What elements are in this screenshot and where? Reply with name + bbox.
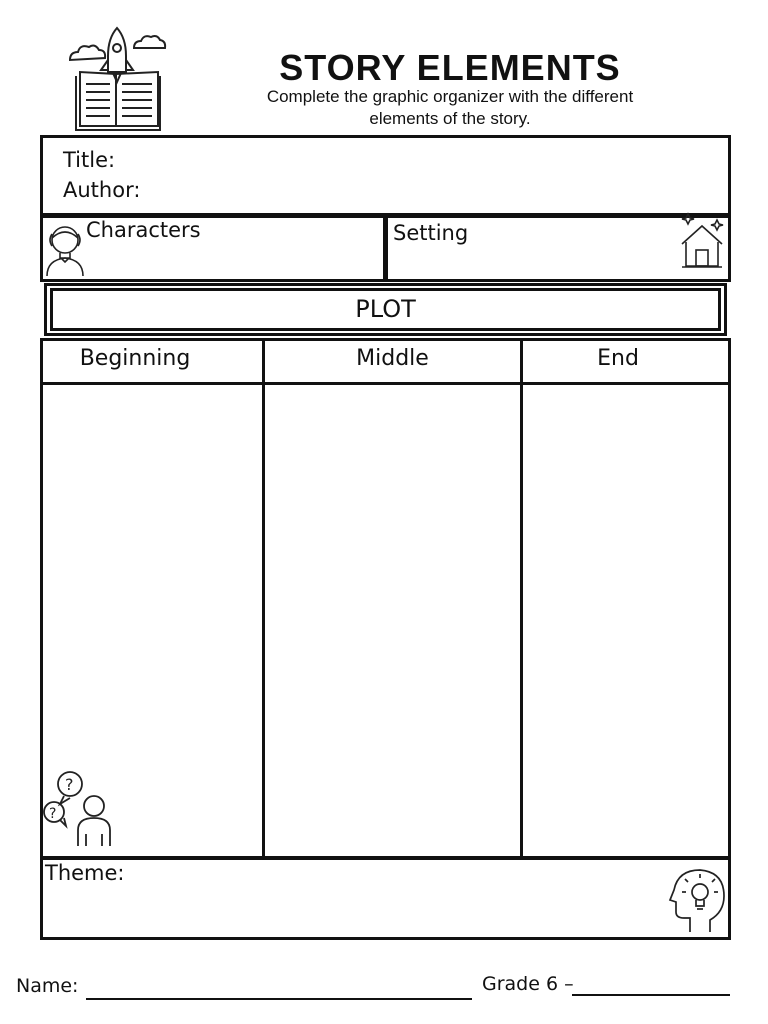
lightbulb-head-icon xyxy=(670,864,728,934)
house-icon xyxy=(680,210,724,268)
subtitle-line-2: elements of the story. xyxy=(369,109,531,128)
name-field[interactable] xyxy=(86,976,472,1000)
author-label: Author: xyxy=(63,178,141,202)
characters-label: Characters xyxy=(86,218,201,242)
title-field[interactable] xyxy=(130,148,710,174)
worksheet-title: STORY ELEMENTS xyxy=(279,47,621,88)
grade-label: Grade 6 – xyxy=(482,973,574,995)
question-person-icon xyxy=(42,770,116,848)
column-divider-1 xyxy=(262,338,265,859)
column-end-header: End xyxy=(597,346,639,371)
svg-text:?: ? xyxy=(65,775,74,794)
theme-box[interactable] xyxy=(40,857,731,940)
plot-label: PLOT xyxy=(355,295,416,323)
subtitle-line-1: Complete the graphic organizer with the different xyxy=(266,87,634,106)
svg-text:?: ? xyxy=(49,806,57,822)
middle-area[interactable] xyxy=(266,386,519,856)
column-middle-header: Middle xyxy=(356,346,429,371)
column-divider-2 xyxy=(520,338,523,859)
grade-field[interactable] xyxy=(572,974,730,996)
name-label: Name: xyxy=(16,975,79,997)
theme-label: Theme: xyxy=(45,861,125,885)
end-area[interactable] xyxy=(524,386,728,856)
author-field[interactable] xyxy=(155,178,710,204)
child-icon xyxy=(44,220,86,278)
column-beginning-header: Beginning xyxy=(79,346,191,371)
plot-header-divider xyxy=(40,382,731,385)
rocket-book-icon xyxy=(62,26,172,132)
setting-label: Setting xyxy=(393,221,469,245)
title-label: Title: xyxy=(63,148,116,172)
